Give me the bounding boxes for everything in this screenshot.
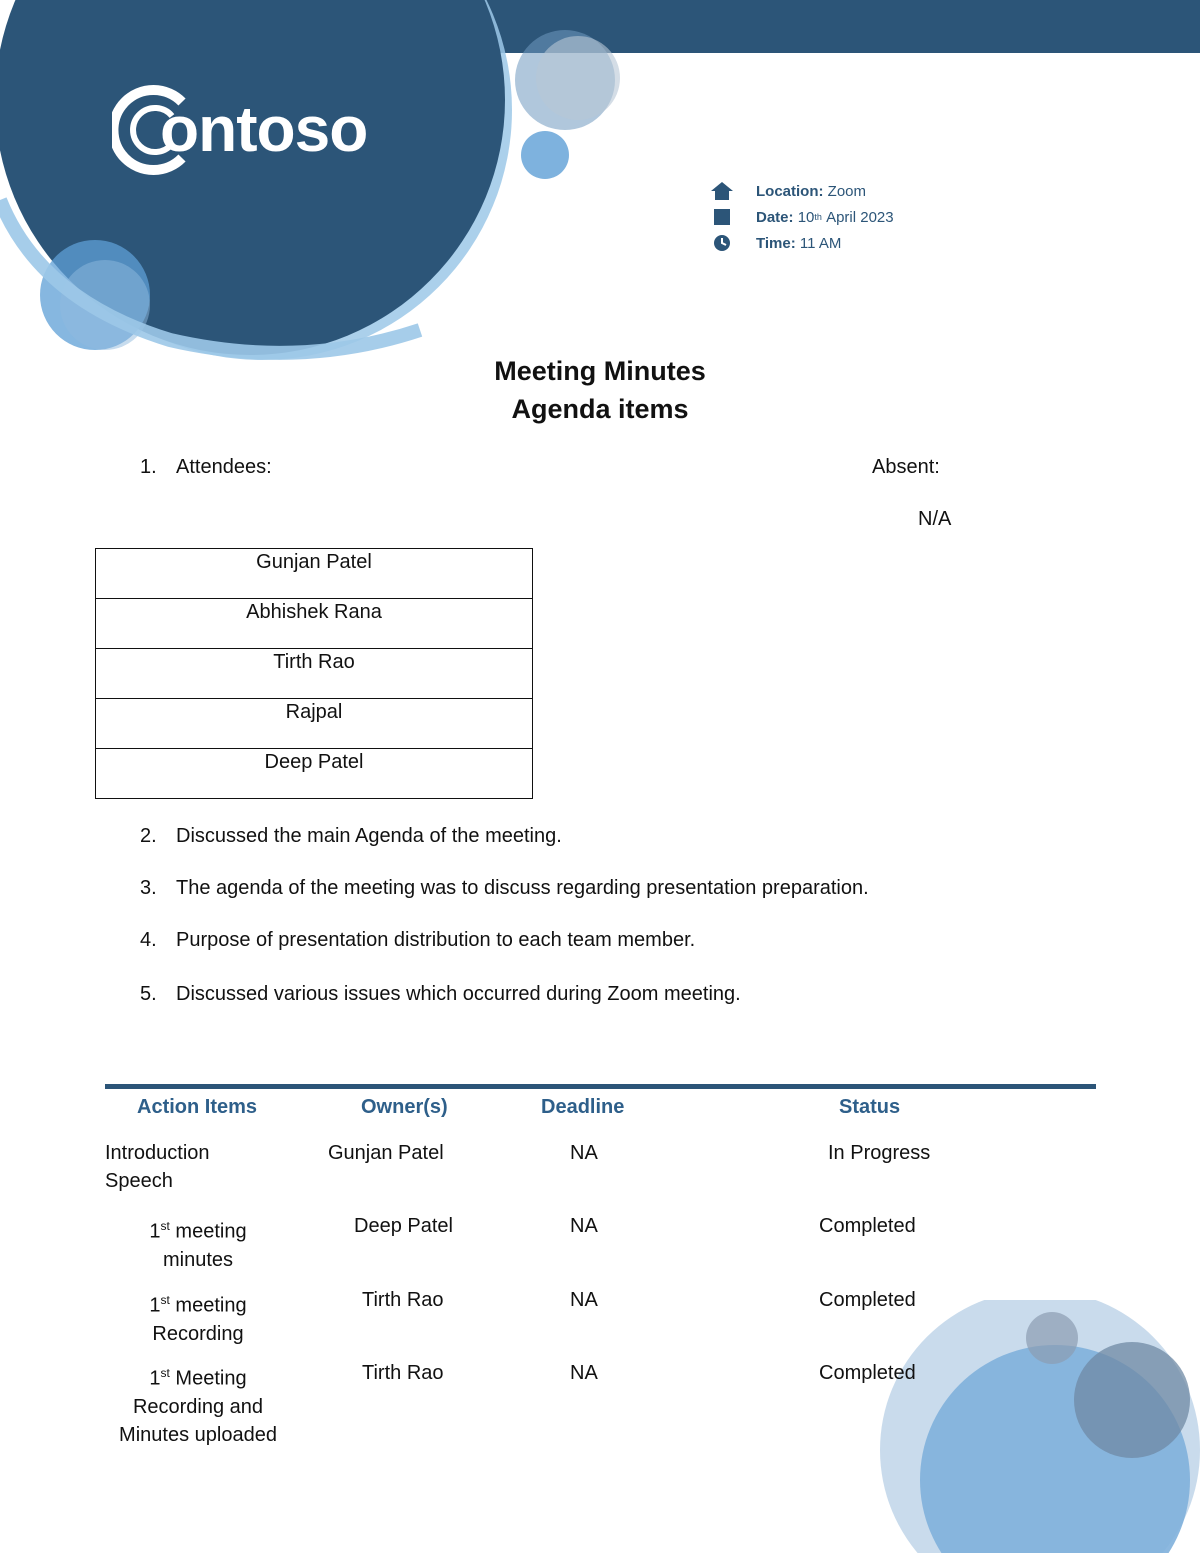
deadline: NA <box>570 1362 598 1384</box>
status: Completed <box>819 1289 916 1311</box>
action-item-line: Minutes uploaded <box>119 1423 277 1446</box>
list-number: 2. <box>140 825 157 847</box>
clock-icon <box>710 234 734 252</box>
action-item-line: Recording and <box>132 1395 264 1418</box>
action-items-rule <box>105 1084 1096 1089</box>
attendees-label: Attendees: <box>176 456 272 478</box>
owner: Tirth Rao <box>362 1289 444 1311</box>
time-value: 11 AM <box>799 234 842 252</box>
header-deadline: Deadline <box>541 1096 625 1118</box>
absent-value: N/A <box>918 508 952 530</box>
table-row <box>96 699 533 749</box>
list-item <box>140 983 741 1006</box>
list-item <box>140 825 562 848</box>
ordinal-suffix: st <box>160 1366 170 1380</box>
contoso-logo-text: ontoso <box>160 93 368 165</box>
action-item <box>105 1359 291 1449</box>
time-row <box>710 234 841 252</box>
ordinal-number: 1 <box>149 1294 161 1317</box>
calendar-icon <box>710 208 734 226</box>
attendee-name: Abhishek Rana <box>96 599 533 649</box>
date-row <box>710 208 894 226</box>
action-item-line <box>105 1212 291 1246</box>
agenda-text: Purpose of presentation distribution to each team member. <box>176 929 696 951</box>
table-row <box>96 599 533 649</box>
table-row <box>96 749 533 799</box>
action-item-line: Introduction <box>105 1142 210 1164</box>
page-subtitle: Agenda items <box>511 394 689 424</box>
list-number: 3. <box>140 877 157 899</box>
status: In Progress <box>828 1142 931 1164</box>
agenda-text: The agenda of the meeting was to discuss regarding presentation preparation. <box>176 877 869 899</box>
home-icon <box>710 182 734 200</box>
location-row <box>710 182 866 200</box>
attendee-name: Rajpal <box>96 699 533 749</box>
action-item-line <box>105 1286 291 1320</box>
attendee-name: Gunjan Patel <box>96 549 533 599</box>
page-title: Meeting Minutes <box>494 356 706 386</box>
location-label: Location: <box>756 182 824 200</box>
header-action-items: Action Items <box>137 1096 258 1118</box>
header-status: Status <box>839 1096 901 1118</box>
action-item-text: meeting <box>169 1220 247 1243</box>
attendee-name: Tirth Rao <box>96 649 533 699</box>
header-decoration <box>0 0 1200 370</box>
ordinal-number: 1 <box>149 1367 161 1390</box>
ordinal-number: 1 <box>149 1220 161 1243</box>
deadline: NA <box>570 1142 598 1164</box>
ordinal-suffix: st <box>160 1293 170 1307</box>
date-label: Date: <box>756 208 794 226</box>
owner: Tirth Rao <box>362 1362 444 1384</box>
location-value: Zoom <box>827 182 867 200</box>
footer-decoration <box>860 1300 1200 1553</box>
action-item-line <box>105 1359 291 1393</box>
attendees-table <box>95 548 533 799</box>
attendee-name: Deep Patel <box>96 749 533 799</box>
deadline: NA <box>570 1215 598 1237</box>
action-item <box>105 1212 291 1274</box>
list-number: 5. <box>140 983 157 1005</box>
list-item <box>140 929 695 952</box>
time-label: Time: <box>756 234 796 252</box>
table-row <box>96 549 533 599</box>
date-rest: April 2023 <box>826 208 894 226</box>
action-item <box>105 1139 210 1195</box>
deadline: NA <box>570 1289 598 1311</box>
date-suffix: th <box>814 212 822 222</box>
status: Completed <box>819 1362 916 1384</box>
action-item <box>105 1286 291 1348</box>
status: Completed <box>819 1215 916 1237</box>
action-item-line: Recording <box>152 1322 244 1345</box>
owner: Deep Patel <box>354 1215 453 1237</box>
owner: Gunjan Patel <box>328 1142 444 1164</box>
list-item <box>140 877 869 900</box>
action-item-line: Speech <box>105 1170 173 1192</box>
agenda-text: Discussed the main Agenda of the meeting. <box>176 825 562 847</box>
date-day: 10 <box>797 208 815 226</box>
table-row <box>96 649 533 699</box>
ordinal-suffix: st <box>160 1219 170 1233</box>
action-item-text: meeting <box>169 1294 247 1317</box>
agenda-text: Discussed various issues which occurred during Zoom meeting. <box>176 983 741 1005</box>
action-item-text: Meeting <box>169 1367 247 1390</box>
list-number: 4. <box>140 929 157 951</box>
attendees-heading <box>140 456 272 479</box>
list-number: 1. <box>140 456 157 478</box>
action-item-line: minutes <box>162 1248 234 1271</box>
header-owners: Owner(s) <box>361 1096 448 1118</box>
absent-label: Absent: <box>872 456 940 478</box>
